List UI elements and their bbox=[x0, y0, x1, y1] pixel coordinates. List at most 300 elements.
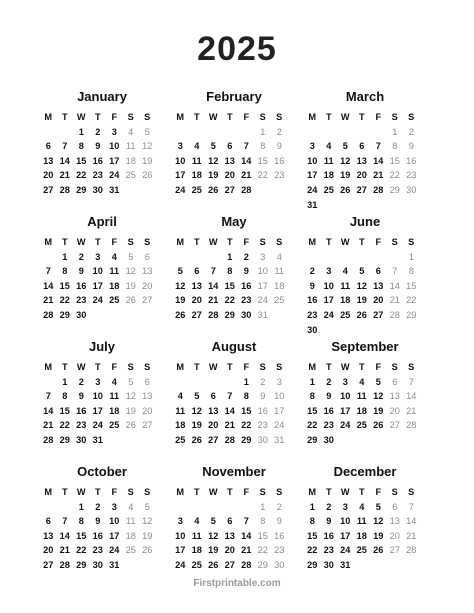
day-cell: 12 bbox=[373, 516, 384, 527]
day-cell: 27 bbox=[224, 559, 235, 570]
day-cell: 27 bbox=[43, 559, 54, 570]
day-cell: 31 bbox=[340, 559, 351, 570]
day-cell: 26 bbox=[373, 545, 384, 556]
day-cell: 27 bbox=[389, 420, 400, 431]
day-cell: 16 bbox=[257, 405, 268, 416]
weekday-label: F bbox=[375, 112, 382, 122]
day-cell: 30 bbox=[257, 434, 268, 445]
day-cell: 19 bbox=[208, 170, 219, 181]
weekday-label: W bbox=[76, 487, 86, 497]
weekday-label: F bbox=[375, 362, 382, 372]
day-cell: 4 bbox=[111, 251, 117, 262]
day-cell: 2 bbox=[309, 266, 315, 277]
day-cell: 9 bbox=[326, 516, 332, 527]
day-cell: 17 bbox=[92, 405, 103, 416]
day-cell: 1 bbox=[78, 126, 84, 137]
day-cell: 18 bbox=[191, 545, 202, 556]
weekday-label: M bbox=[44, 237, 53, 247]
day-cell: 20 bbox=[356, 170, 367, 181]
month-may bbox=[172, 213, 304, 338]
day-cell: 23 bbox=[323, 545, 334, 556]
day-cell: 11 bbox=[191, 155, 202, 166]
day-cell: 25 bbox=[191, 559, 202, 570]
day-cell: 16 bbox=[274, 530, 285, 541]
month-august bbox=[172, 338, 304, 463]
day-cell: 2 bbox=[260, 376, 266, 387]
weekday-label: T bbox=[226, 362, 233, 372]
day-cell: 12 bbox=[142, 141, 153, 152]
weekday-label: T bbox=[358, 487, 365, 497]
day-blank bbox=[205, 375, 222, 390]
day-cell: 29 bbox=[307, 559, 318, 570]
day-cell: 19 bbox=[175, 295, 186, 306]
day-cell: 24 bbox=[307, 184, 318, 195]
day-cell: 14 bbox=[59, 155, 70, 166]
day-cell: 1 bbox=[260, 501, 266, 512]
day-cell: 4 bbox=[342, 266, 348, 277]
month-april bbox=[40, 213, 172, 338]
day-cell: 28 bbox=[224, 434, 235, 445]
day-cell: 24 bbox=[92, 295, 103, 306]
day-cell: 25 bbox=[356, 420, 367, 431]
day-cell: 15 bbox=[257, 155, 268, 166]
day-cell: 25 bbox=[175, 434, 186, 445]
day-cell: 6 bbox=[375, 266, 381, 277]
month-name: October bbox=[77, 464, 127, 479]
day-cell: 30 bbox=[76, 434, 87, 445]
day-cell: 24 bbox=[175, 559, 186, 570]
day-cell: 14 bbox=[373, 155, 384, 166]
day-cell: 24 bbox=[340, 545, 351, 556]
day-cell: 18 bbox=[125, 155, 136, 166]
day-cell: 31 bbox=[109, 559, 120, 570]
day-cell: 4 bbox=[111, 376, 117, 387]
day-cell: 28 bbox=[43, 309, 54, 320]
weekday-label: T bbox=[94, 362, 101, 372]
day-cell: 26 bbox=[191, 434, 202, 445]
day-cell: 5 bbox=[210, 141, 216, 152]
day-cell: 7 bbox=[243, 516, 249, 527]
weekday-label: T bbox=[94, 112, 101, 122]
day-cell: 3 bbox=[342, 376, 348, 387]
day-cell: 10 bbox=[307, 155, 318, 166]
month-name: February bbox=[206, 89, 262, 104]
day-blank bbox=[205, 500, 222, 515]
day-cell: 22 bbox=[257, 170, 268, 181]
weekday-label: M bbox=[308, 237, 317, 247]
day-blank bbox=[205, 125, 222, 140]
day-cell: 20 bbox=[389, 405, 400, 416]
weekday-label: S bbox=[276, 487, 283, 497]
day-cell: 9 bbox=[260, 391, 266, 402]
month-name: December bbox=[333, 464, 397, 479]
day-cell: 26 bbox=[142, 170, 153, 181]
day-cell: 3 bbox=[309, 141, 315, 152]
day-cell: 24 bbox=[92, 420, 103, 431]
day-cell: 11 bbox=[125, 141, 136, 152]
day-cell: 4 bbox=[326, 141, 332, 152]
day-cell: 26 bbox=[208, 559, 219, 570]
day-cell: 7 bbox=[45, 266, 51, 277]
day-cell: 22 bbox=[257, 545, 268, 556]
weekday-label: T bbox=[94, 237, 101, 247]
day-blank bbox=[222, 500, 239, 515]
weekday-label: W bbox=[340, 362, 350, 372]
day-cell: 5 bbox=[144, 126, 150, 137]
day-cell: 24 bbox=[340, 420, 351, 431]
day-cell: 3 bbox=[177, 141, 183, 152]
day-cell: 28 bbox=[43, 434, 54, 445]
day-cell: 29 bbox=[406, 309, 417, 320]
day-blank bbox=[370, 125, 387, 140]
day-cell: 3 bbox=[260, 251, 266, 262]
day-cell: 12 bbox=[175, 280, 186, 291]
day-cell: 19 bbox=[191, 420, 202, 431]
day-cell: 12 bbox=[142, 516, 153, 527]
day-cell: 25 bbox=[274, 295, 285, 306]
weekday-label: T bbox=[325, 362, 332, 372]
day-blank bbox=[172, 250, 189, 265]
day-cell: 21 bbox=[43, 420, 54, 431]
day-cell: 21 bbox=[241, 170, 252, 181]
day-cell: 13 bbox=[43, 155, 54, 166]
day-cell: 18 bbox=[175, 420, 186, 431]
day-cell: 12 bbox=[125, 266, 136, 277]
day-cell: 19 bbox=[142, 155, 153, 166]
day-blank bbox=[57, 500, 74, 515]
day-cell: 3 bbox=[326, 266, 332, 277]
day-cell: 5 bbox=[128, 251, 134, 262]
day-cell: 6 bbox=[210, 391, 216, 402]
day-cell: 22 bbox=[59, 420, 70, 431]
day-cell: 17 bbox=[340, 530, 351, 541]
day-cell: 25 bbox=[125, 545, 136, 556]
day-cell: 23 bbox=[241, 295, 252, 306]
weekday-label: S bbox=[408, 237, 415, 247]
day-cell: 21 bbox=[406, 405, 417, 416]
weekday-label: T bbox=[325, 487, 332, 497]
month-name: March bbox=[345, 89, 385, 104]
day-cell: 2 bbox=[326, 376, 332, 387]
day-cell: 30 bbox=[307, 324, 318, 335]
day-cell: 31 bbox=[92, 434, 103, 445]
weekday-label: T bbox=[226, 487, 233, 497]
weekday-label: W bbox=[208, 237, 218, 247]
day-cell: 7 bbox=[243, 141, 249, 152]
day-cell: 6 bbox=[392, 376, 398, 387]
weekday-label: S bbox=[127, 362, 134, 372]
day-cell: 20 bbox=[191, 295, 202, 306]
day-cell: 5 bbox=[342, 141, 348, 152]
day-cell: 1 bbox=[392, 126, 398, 137]
day-cell: 7 bbox=[62, 516, 68, 527]
weekday-label: F bbox=[111, 362, 118, 372]
weekday-label: S bbox=[408, 362, 415, 372]
day-cell: 8 bbox=[227, 266, 233, 277]
day-cell: 29 bbox=[59, 434, 70, 445]
day-cell: 3 bbox=[95, 251, 101, 262]
day-cell: 2 bbox=[78, 251, 84, 262]
day-cell: 2 bbox=[276, 501, 282, 512]
day-blank bbox=[40, 500, 57, 515]
day-cell: 15 bbox=[224, 280, 235, 291]
weekday-label: S bbox=[144, 487, 151, 497]
month-name: January bbox=[77, 89, 127, 104]
day-cell: 6 bbox=[227, 141, 233, 152]
day-blank bbox=[222, 125, 239, 140]
day-cell: 1 bbox=[243, 376, 249, 387]
day-cell: 17 bbox=[109, 530, 120, 541]
weekday-label: M bbox=[308, 112, 317, 122]
day-cell: 22 bbox=[389, 170, 400, 181]
weekday-label: W bbox=[340, 237, 350, 247]
day-cell: 2 bbox=[95, 501, 101, 512]
month-name: September bbox=[331, 339, 399, 354]
day-blank bbox=[205, 250, 222, 265]
day-cell: 17 bbox=[323, 295, 334, 306]
day-cell: 20 bbox=[224, 545, 235, 556]
day-cell: 22 bbox=[241, 420, 252, 431]
day-cell: 22 bbox=[307, 420, 318, 431]
day-cell: 11 bbox=[340, 280, 351, 291]
day-cell: 26 bbox=[142, 545, 153, 556]
day-cell: 8 bbox=[78, 141, 84, 152]
day-cell: 7 bbox=[408, 501, 414, 512]
day-cell: 28 bbox=[406, 545, 417, 556]
day-cell: 30 bbox=[92, 184, 103, 195]
day-cell: 15 bbox=[307, 405, 318, 416]
weekday-label: W bbox=[76, 112, 86, 122]
day-cell: 28 bbox=[406, 420, 417, 431]
day-cell: 29 bbox=[59, 309, 70, 320]
day-cell: 20 bbox=[373, 295, 384, 306]
weekday-label: T bbox=[358, 362, 365, 372]
day-cell: 28 bbox=[241, 559, 252, 570]
day-cell: 22 bbox=[406, 295, 417, 306]
day-blank bbox=[370, 250, 387, 265]
day-cell: 29 bbox=[389, 184, 400, 195]
day-cell: 20 bbox=[43, 545, 54, 556]
day-cell: 7 bbox=[392, 266, 398, 277]
day-cell: 28 bbox=[389, 309, 400, 320]
page-title: 2025 bbox=[197, 30, 277, 68]
day-cell: 12 bbox=[340, 155, 351, 166]
month-january bbox=[40, 88, 172, 213]
day-cell: 26 bbox=[175, 309, 186, 320]
weekday-label: T bbox=[325, 237, 332, 247]
day-cell: 20 bbox=[142, 405, 153, 416]
day-cell: 13 bbox=[191, 280, 202, 291]
weekday-label: M bbox=[176, 362, 185, 372]
day-blank bbox=[238, 500, 255, 515]
day-cell: 23 bbox=[323, 420, 334, 431]
day-cell: 14 bbox=[406, 391, 417, 402]
day-cell: 7 bbox=[408, 376, 414, 387]
day-cell: 25 bbox=[191, 184, 202, 195]
weekday-label: F bbox=[111, 237, 118, 247]
day-cell: 24 bbox=[109, 170, 120, 181]
weekday-label: T bbox=[226, 112, 233, 122]
day-cell: 23 bbox=[76, 420, 87, 431]
day-cell: 26 bbox=[208, 184, 219, 195]
day-cell: 27 bbox=[224, 184, 235, 195]
weekday-label: M bbox=[44, 487, 53, 497]
weekday-label: S bbox=[127, 237, 134, 247]
day-cell: 21 bbox=[43, 295, 54, 306]
day-cell: 28 bbox=[241, 184, 252, 195]
weekday-label: S bbox=[408, 487, 415, 497]
day-cell: 15 bbox=[76, 530, 87, 541]
day-cell: 19 bbox=[142, 530, 153, 541]
month-name: June bbox=[349, 214, 381, 229]
weekday-label: T bbox=[226, 237, 233, 247]
weekday-label: T bbox=[358, 237, 365, 247]
day-cell: 8 bbox=[260, 516, 266, 527]
day-cell: 1 bbox=[78, 501, 84, 512]
day-cell: 23 bbox=[92, 170, 103, 181]
day-cell: 23 bbox=[257, 420, 268, 431]
day-cell: 30 bbox=[323, 434, 334, 445]
weekday-label: F bbox=[111, 112, 118, 122]
day-cell: 23 bbox=[92, 545, 103, 556]
day-cell: 14 bbox=[59, 530, 70, 541]
day-blank bbox=[337, 250, 354, 265]
day-blank bbox=[57, 125, 74, 140]
weekday-label: F bbox=[375, 487, 382, 497]
day-cell: 16 bbox=[241, 280, 252, 291]
day-cell: 28 bbox=[59, 184, 70, 195]
day-cell: 19 bbox=[340, 170, 351, 181]
day-cell: 4 bbox=[128, 126, 134, 137]
day-cell: 2 bbox=[95, 126, 101, 137]
day-cell: 24 bbox=[109, 545, 120, 556]
day-cell: 31 bbox=[307, 199, 318, 210]
day-cell: 25 bbox=[323, 184, 334, 195]
day-cell: 11 bbox=[356, 516, 367, 527]
day-cell: 4 bbox=[128, 501, 134, 512]
day-blank bbox=[354, 250, 371, 265]
weekday-label: M bbox=[176, 487, 185, 497]
day-cell: 1 bbox=[62, 376, 68, 387]
day-cell: 10 bbox=[175, 155, 186, 166]
day-cell: 17 bbox=[307, 170, 318, 181]
day-cell: 19 bbox=[208, 545, 219, 556]
day-cell: 1 bbox=[408, 251, 414, 262]
day-cell: 10 bbox=[257, 266, 268, 277]
weekday-label: F bbox=[243, 112, 250, 122]
day-cell: 9 bbox=[408, 141, 414, 152]
day-cell: 1 bbox=[62, 251, 68, 262]
day-cell: 17 bbox=[175, 170, 186, 181]
day-cell: 7 bbox=[210, 266, 216, 277]
day-cell: 6 bbox=[144, 251, 150, 262]
day-blank bbox=[238, 125, 255, 140]
day-cell: 9 bbox=[95, 516, 101, 527]
day-cell: 15 bbox=[76, 155, 87, 166]
weekday-label: T bbox=[61, 362, 68, 372]
day-cell: 1 bbox=[309, 501, 315, 512]
weekday-label: T bbox=[193, 237, 200, 247]
weekday-label: S bbox=[391, 362, 398, 372]
day-cell: 21 bbox=[59, 545, 70, 556]
day-cell: 4 bbox=[194, 141, 200, 152]
weekday-label: W bbox=[208, 362, 218, 372]
day-cell: 6 bbox=[359, 141, 365, 152]
day-cell: 23 bbox=[76, 295, 87, 306]
day-cell: 25 bbox=[109, 295, 120, 306]
day-cell: 13 bbox=[142, 266, 153, 277]
day-cell: 19 bbox=[125, 405, 136, 416]
day-cell: 8 bbox=[62, 266, 68, 277]
month-name: May bbox=[221, 214, 247, 229]
weekday-label: T bbox=[193, 487, 200, 497]
day-cell: 3 bbox=[276, 376, 282, 387]
day-cell: 13 bbox=[142, 391, 153, 402]
day-cell: 3 bbox=[111, 501, 117, 512]
day-cell: 10 bbox=[340, 391, 351, 402]
weekday-label: T bbox=[61, 237, 68, 247]
weekday-label: F bbox=[375, 237, 382, 247]
calendar-grid bbox=[40, 88, 434, 588]
day-cell: 5 bbox=[144, 501, 150, 512]
day-cell: 18 bbox=[340, 295, 351, 306]
day-cell: 14 bbox=[224, 405, 235, 416]
day-cell: 4 bbox=[276, 251, 282, 262]
day-cell: 18 bbox=[356, 530, 367, 541]
day-cell: 12 bbox=[356, 280, 367, 291]
day-cell: 16 bbox=[406, 155, 417, 166]
weekday-label: T bbox=[193, 112, 200, 122]
day-cell: 17 bbox=[109, 155, 120, 166]
month-days bbox=[172, 110, 304, 198]
day-blank bbox=[304, 125, 321, 140]
weekday-label: F bbox=[243, 487, 250, 497]
day-cell: 20 bbox=[208, 420, 219, 431]
month-days bbox=[40, 110, 172, 198]
day-cell: 7 bbox=[375, 141, 381, 152]
month-september bbox=[304, 338, 434, 463]
day-cell: 19 bbox=[125, 280, 136, 291]
month-days bbox=[304, 485, 434, 573]
day-cell: 15 bbox=[59, 405, 70, 416]
day-cell: 16 bbox=[307, 295, 318, 306]
day-cell: 24 bbox=[257, 295, 268, 306]
day-blank bbox=[172, 500, 189, 515]
weekday-label: T bbox=[61, 112, 68, 122]
day-cell: 30 bbox=[406, 184, 417, 195]
day-blank bbox=[321, 250, 338, 265]
weekday-label: S bbox=[259, 112, 266, 122]
day-cell: 8 bbox=[243, 391, 249, 402]
day-cell: 2 bbox=[243, 251, 249, 262]
weekday-label: M bbox=[176, 237, 185, 247]
day-cell: 26 bbox=[125, 295, 136, 306]
day-blank bbox=[189, 500, 206, 515]
day-cell: 17 bbox=[274, 405, 285, 416]
day-cell: 13 bbox=[356, 155, 367, 166]
day-cell: 13 bbox=[389, 516, 400, 527]
day-cell: 25 bbox=[125, 170, 136, 181]
day-cell: 18 bbox=[125, 530, 136, 541]
day-blank bbox=[189, 125, 206, 140]
day-blank bbox=[189, 250, 206, 265]
day-cell: 24 bbox=[175, 184, 186, 195]
day-cell: 30 bbox=[241, 309, 252, 320]
day-cell: 12 bbox=[208, 155, 219, 166]
weekday-label: S bbox=[259, 487, 266, 497]
month-days bbox=[40, 485, 172, 573]
month-days bbox=[304, 235, 434, 337]
